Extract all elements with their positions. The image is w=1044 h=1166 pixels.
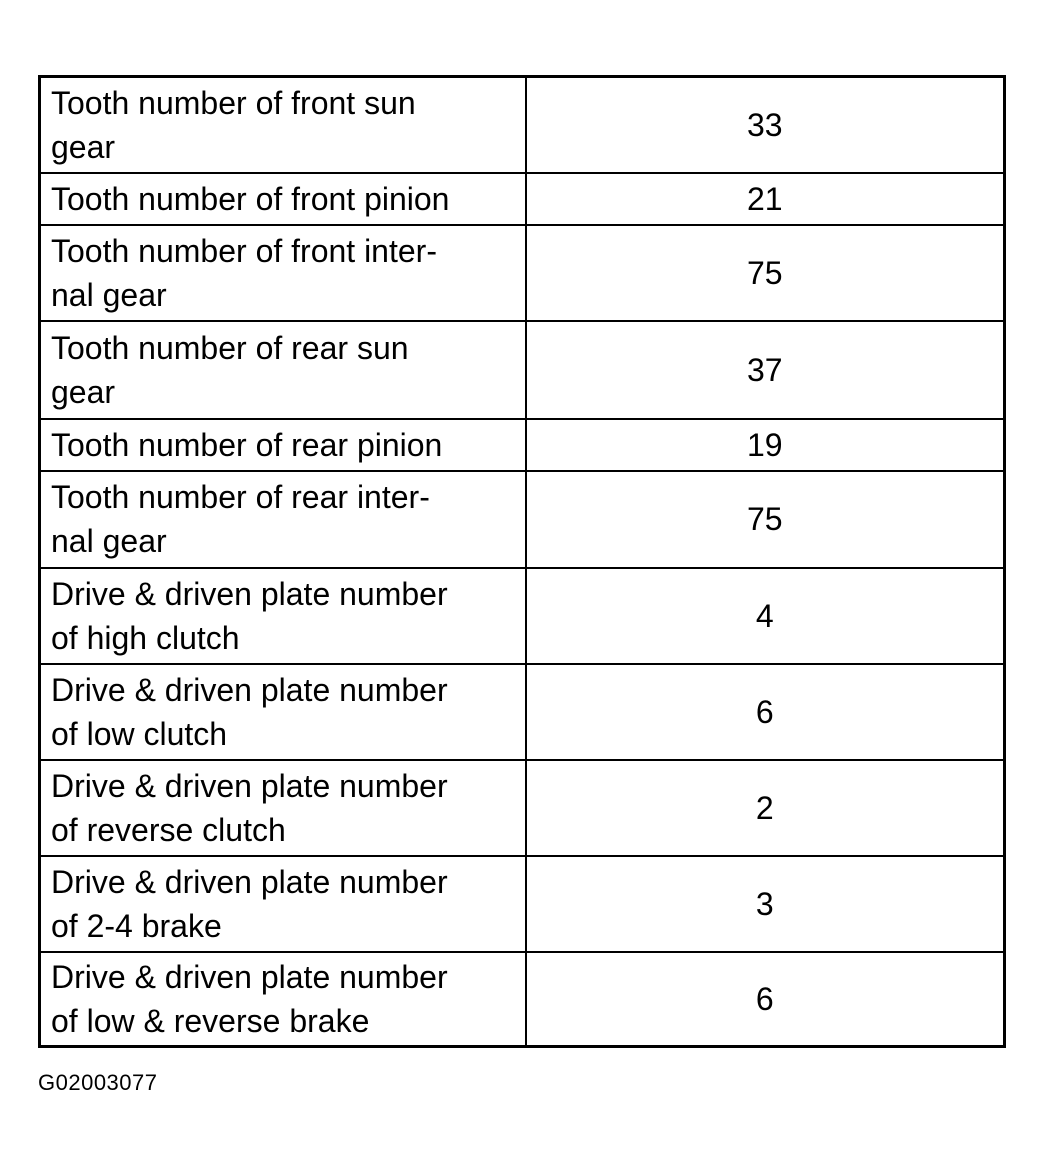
row-label: Tooth number of front inter- nal gear: [51, 232, 437, 313]
specification-table: [38, 75, 1006, 1048]
row-label: Tooth number of front pinion: [51, 180, 450, 217]
table-row: [40, 225, 1005, 321]
row-label: Drive & driven plate number of low & reverse brake: [51, 958, 448, 1039]
figure-id: G02003077: [38, 1070, 158, 1095]
row-value-cell: [526, 952, 1005, 1047]
row-label: Drive & driven plate number of 2-4 brake: [51, 863, 448, 944]
row-value-cell: [526, 225, 1005, 321]
row-value-cell: [526, 664, 1005, 760]
row-value-cell: [526, 419, 1005, 471]
row-value: 6: [755, 980, 774, 1017]
row-value-cell: [526, 471, 1005, 568]
row-value: 19: [746, 426, 783, 463]
row-label-cell: [40, 856, 526, 952]
row-label-cell: [40, 952, 526, 1047]
row-value: 6: [755, 693, 774, 730]
row-value: 21: [746, 180, 783, 217]
table-row: [40, 173, 1005, 225]
row-label-cell: [40, 225, 526, 321]
table-row: [40, 760, 1005, 856]
row-label: Tooth number of rear pinion: [51, 426, 443, 463]
row-label: Tooth number of rear inter- nal gear: [51, 479, 430, 559]
row-label: Drive & driven plate number of low clutch: [51, 671, 448, 752]
table-row: [40, 321, 1005, 419]
row-label-cell: [40, 77, 526, 173]
row-value-cell: [526, 173, 1005, 225]
row-label-cell: [40, 760, 526, 856]
row-value: 2: [755, 789, 774, 826]
row-value-cell: [526, 856, 1005, 952]
row-value: 75: [746, 501, 783, 537]
row-value: 37: [746, 351, 783, 388]
table-row: [40, 952, 1005, 1047]
row-value: 3: [755, 885, 774, 922]
row-value-cell: [526, 321, 1005, 419]
table-row: [40, 664, 1005, 760]
row-value: 4: [755, 597, 774, 634]
row-label-cell: [40, 664, 526, 760]
row-label-cell: [40, 419, 526, 471]
row-label: Drive & driven plate number of reverse clutch: [51, 767, 448, 848]
row-label-cell: [40, 321, 526, 419]
row-value-cell: [526, 568, 1005, 664]
row-label: Tooth number of rear sun gear: [51, 329, 409, 410]
row-label-cell: [40, 471, 526, 568]
row-value: 33: [746, 106, 783, 143]
table-row: [40, 77, 1005, 173]
row-label: Tooth number of front sun gear: [51, 84, 416, 165]
table-row: [40, 856, 1005, 952]
table-row: [40, 419, 1005, 471]
table-row: [40, 471, 1005, 568]
row-value-cell: [526, 77, 1005, 173]
table-row: [40, 568, 1005, 664]
row-label-cell: [40, 173, 526, 225]
row-label: Drive & driven plate number of high clutch: [51, 575, 448, 656]
row-label-cell: [40, 568, 526, 664]
row-value: 75: [746, 254, 783, 291]
row-value-cell: [526, 760, 1005, 856]
